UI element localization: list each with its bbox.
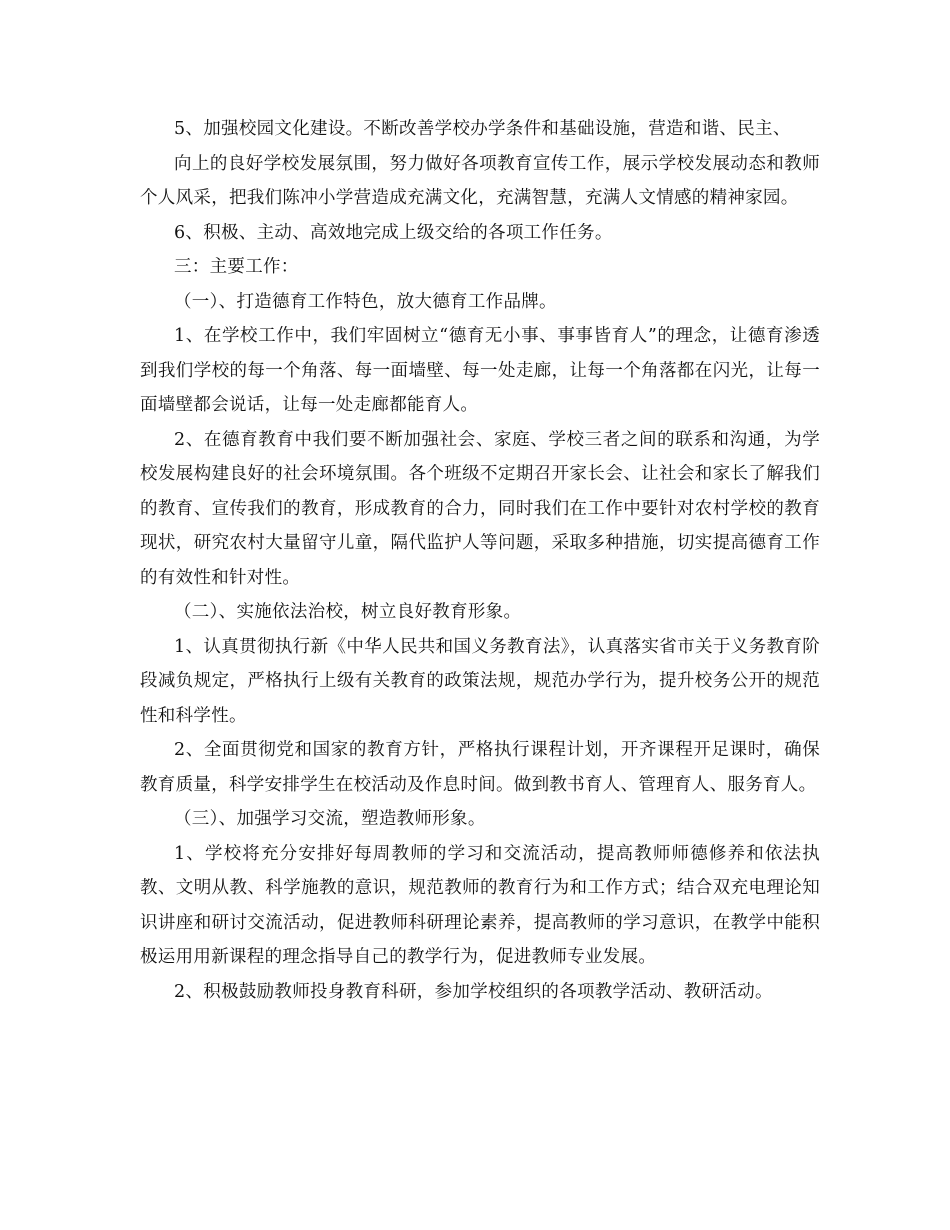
document-page: [140, 112, 820, 1009]
subsection-heading-rule-of-law: （二）、实施依法治校，树立良好教育形象。: [174, 602, 522, 622]
subsection-heading-moral-education: （一）、打造德育工作特色，放大德育工作品牌。: [174, 291, 557, 312]
paragraph-culture-body: 向上的良好学校发展氛围，努力做好各项教育宣传工作，展示学校发展动态和教师个人风采，把我们陈冲小学营造成充满文化，充满智慧，充满人文情感的精神家园。: [140, 153, 820, 208]
paragraph-education-policy: 2、全面贯彻党和国家的教育方针，严格执行课程计划，开齐课程开足课时，确保教育质量，科学安排学生在校活动及作息时间。做到教书育人、管理育人、服务育人。: [140, 740, 820, 795]
paragraph-education-law: 1、认真贯彻执行新《中华人民共和国义务教育法》，认真落实省市关于义务教育阶段减负规定，严格执行上级有关教育的政策法规，规范办学行为，提升校务公开的规范性和科学性。: [140, 636, 820, 726]
paragraph-superior-tasks: 6、积极、主动、高效地完成上级交给的各项工作任务。: [174, 222, 613, 243]
paragraph-moral-concept: 1、在学校工作中，我们牢固树立“德育无小事、事事皆育人”的理念，让德育渗透到我们学校的每一个角落、每一面墙壁、每一处走廊，让每一个角落都在闪光，让每一面墙壁都会说话，让每一处走廊都能育人。: [140, 326, 820, 415]
section-heading-main-work: 三：主要工作：: [174, 257, 299, 277]
subsection-heading-teacher-learning: （三）、加强学习交流，塑造教师形象。: [174, 809, 486, 829]
paragraph-teacher-exchange: 1、学校将充分安排好每周教师的学习和交流活动，提高教师师德修养和依法执教、文明从教、科学施教的意识，规范教师的教育行为和工作方式；结合双充电理论知识讲座和研讨交流活动，促进教师科研理论素养，提高教师的学习意识，在教学中能积极运用用新课程的理念指导自己的教学行为，促进教师专业发展。: [140, 843, 820, 967]
paragraph-teacher-research: 2、积极鼓励教师投身教育科研，参加学校组织的各项教学活动、教研活动。: [174, 981, 773, 1002]
paragraph-moral-cooperation: 2、在德育教育中我们要不断加强社会、家庭、学校三者之间的联系和沟通，为学校发展构建良好的社会环境氛围。各个班级不定期召开家长会、让社会和家长了解我们的教育、宣传我们的教育，形成教育的合力，同时我们在工作中要针对农村学校的教育现状，研究农村大量留守儿童，隔代监护人等问题，采取多种措施，切实提高德育工作的有效性和针对性。: [140, 429, 820, 588]
paragraph-culture-heading: 5、加强校园文化建设。不断改善学校办学条件和基础设施，营造和谐、民主、: [174, 119, 791, 139]
